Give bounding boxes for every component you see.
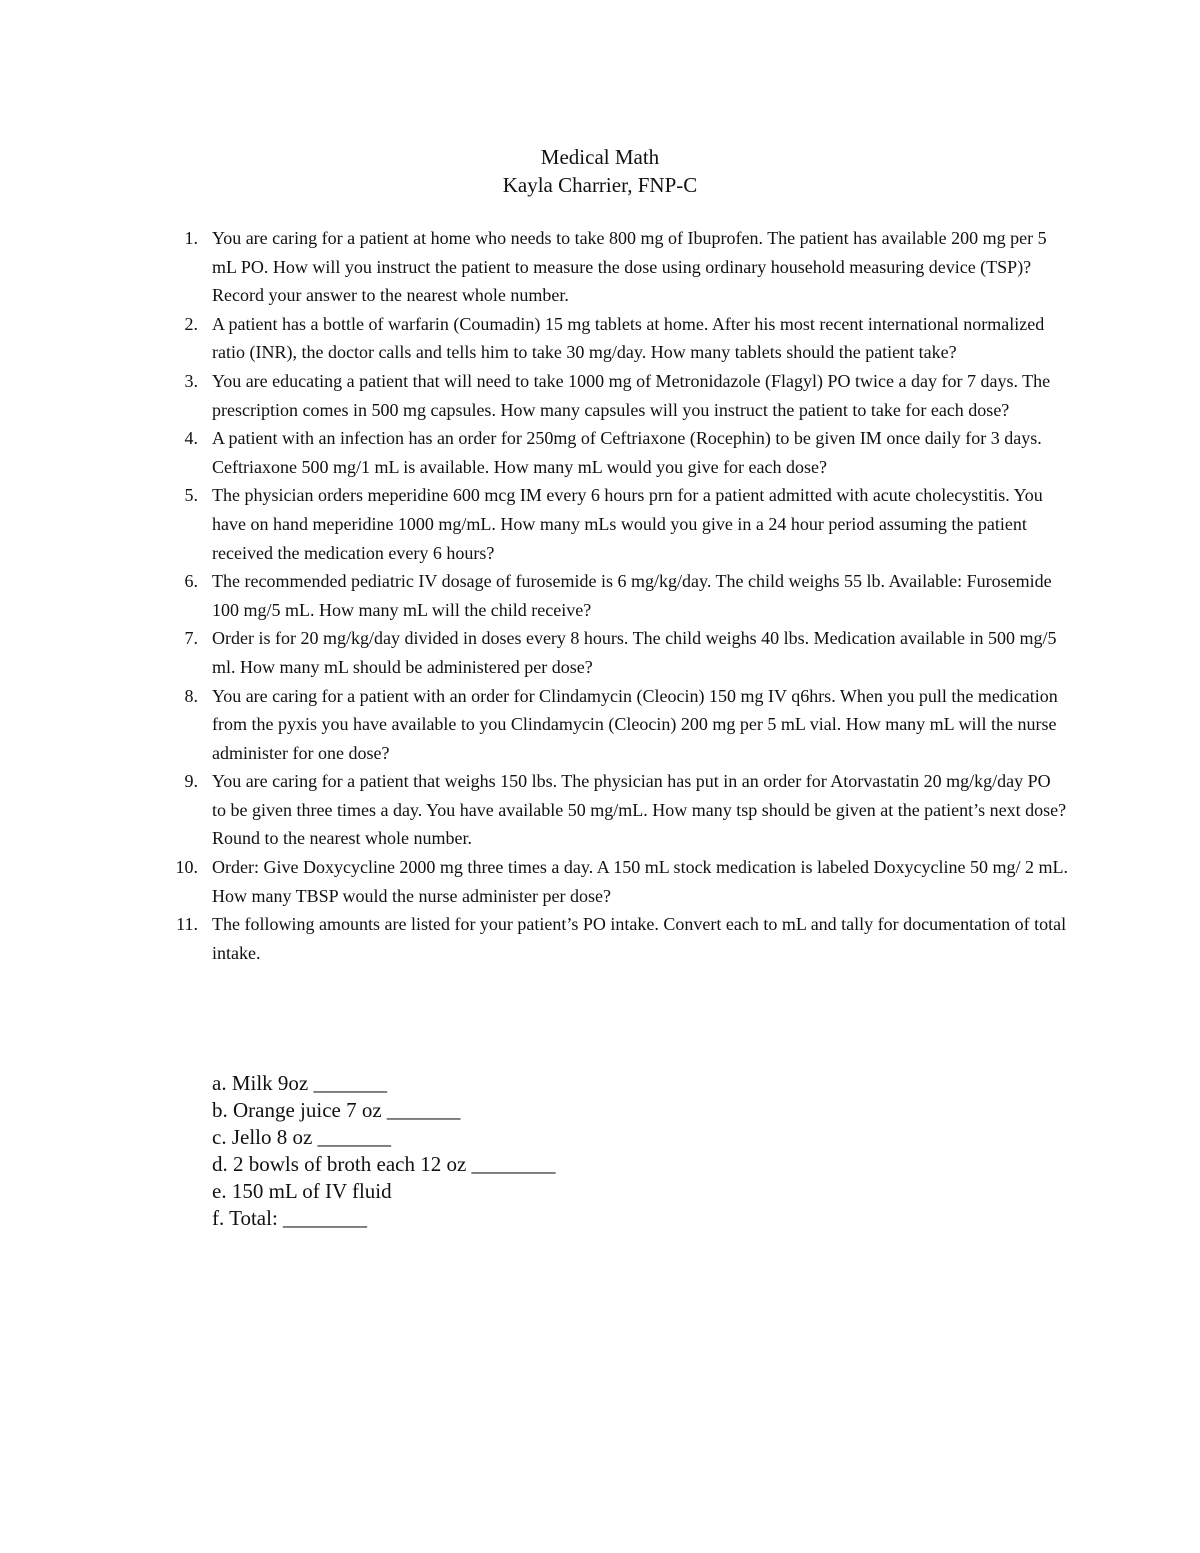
question-number: 5.: [184, 485, 198, 506]
question-list: [168, 224, 1068, 967]
question-item: [168, 910, 1068, 967]
intake-item-orange-juice: b. Orange juice 7 oz _______: [212, 1098, 461, 1122]
intake-item-total: f. Total: ________: [212, 1206, 368, 1230]
question-text: The physician orders meperidine 600 mcg IM every 6 hours prn for a patient admitted with acute cholecystitis. You have on hand meperidine 1000 mg/mL. How many mLs would you give in a 24 hour period assuming the patient received the medication every 6 hours?: [212, 485, 1043, 563]
question-text: You are caring for a patient that weighs 150 lbs. The physician has put in an order for Atorvastatin 20 mg/kg/day PO to be given three times a day. You have available 50 mg/mL. How many tsp should be given at the patient’s next dose? Round to the nearest whole number.: [212, 771, 1067, 849]
question-number: 10.: [175, 857, 198, 878]
question-text: Order is for 20 mg/kg/day divided in doses every 8 hours. The child weighs 40 lbs. Medication available in 500 mg/5 ml. How many mL should be administered per dose?: [212, 628, 1057, 677]
question-text: A patient has a bottle of warfarin (Coumadin) 15 mg tablets at home. After his most recent international normalized ratio (INR), the doctor calls and tells him to take 30 mg/day. How many tablets should the patient take?: [212, 313, 1045, 363]
question-number: 4.: [184, 428, 198, 449]
question-number: 8.: [184, 685, 198, 706]
question-text: You are caring for a patient with an order for Clindamycin (Cleocin) 150 mg IV q6hrs. When you pull the medication from the pyxis you have available to you Clindamycin (Cleocin) 200 mg per 5 mL vial. How many mL will the nurse administer for one dose?: [212, 685, 1058, 763]
question-number: 11.: [176, 914, 198, 935]
document-title: Medical Math: [540, 145, 660, 169]
question-item: [168, 853, 1068, 910]
question-number: 1.: [184, 228, 198, 248]
question-item: [168, 224, 1068, 310]
question-text: The recommended pediatric IV dosage of furosemide is 6 mg/kg/day. The child weighs 55 lb. Available: Furosemide 100 mg/5 mL. How many mL will the child receive?: [212, 571, 1052, 620]
document-header: [0, 143, 1200, 199]
question-item: [168, 567, 1068, 624]
document-author: Kayla Charrier, FNP-C: [502, 173, 698, 197]
intake-item-broth: d. 2 bowls of broth each 12 oz ________: [212, 1152, 556, 1176]
question-text: A patient with an infection has an order for 250mg of Ceftriaxone (Rocephin) to be given IM once daily for 3 days. Ceftriaxone 500 mg/1 mL is available. How many mL would you give for each dose?: [212, 428, 1042, 477]
question-item: [168, 424, 1068, 481]
intake-list: [212, 1070, 556, 1232]
question-number: 2.: [184, 313, 198, 334]
question-number: 9.: [184, 771, 198, 792]
question-item: [168, 624, 1068, 681]
question-item: [168, 481, 1068, 567]
question-item: [168, 367, 1068, 424]
question-text: You are educating a patient that will need to take 1000 mg of Metronidazole (Flagyl) PO twice a day for 7 days. The prescription comes in 500 mg capsules. How many capsules will you instruct the patient to take for each dose?: [212, 370, 1051, 420]
question-item: [168, 767, 1068, 853]
intake-item-jello: c. Jello 8 oz _______: [212, 1125, 392, 1149]
question-text: Order: Give Doxycycline 2000 mg three times a day. A 150 mL stock medication is labeled Doxycycline 50 mg/ 2 mL. How many TBSP would the nurse administer per dose?: [212, 857, 1068, 906]
intake-item-iv-fluid: e. 150 mL of IV fluid: [212, 1179, 392, 1203]
question-number: 6.: [184, 571, 198, 592]
question-item: [168, 310, 1068, 367]
intake-item-milk: a. Milk 9oz _______: [212, 1071, 387, 1095]
question-text: You are caring for a patient at home who needs to take 800 mg of Ibuprofen. The patient has available 200 mg per 5 mL PO. How will you instruct the patient to measure the dose using ordinary household measuring device (TSP)? Record your answer to the nearest whole number.: [212, 228, 1047, 306]
question-text: The following amounts are listed for your patient’s PO intake. Convert each to mL and tally for documentation of total intake.: [212, 914, 1067, 963]
question-number: 3.: [184, 370, 198, 391]
question-number: 7.: [184, 628, 198, 649]
question-item: [168, 682, 1068, 768]
